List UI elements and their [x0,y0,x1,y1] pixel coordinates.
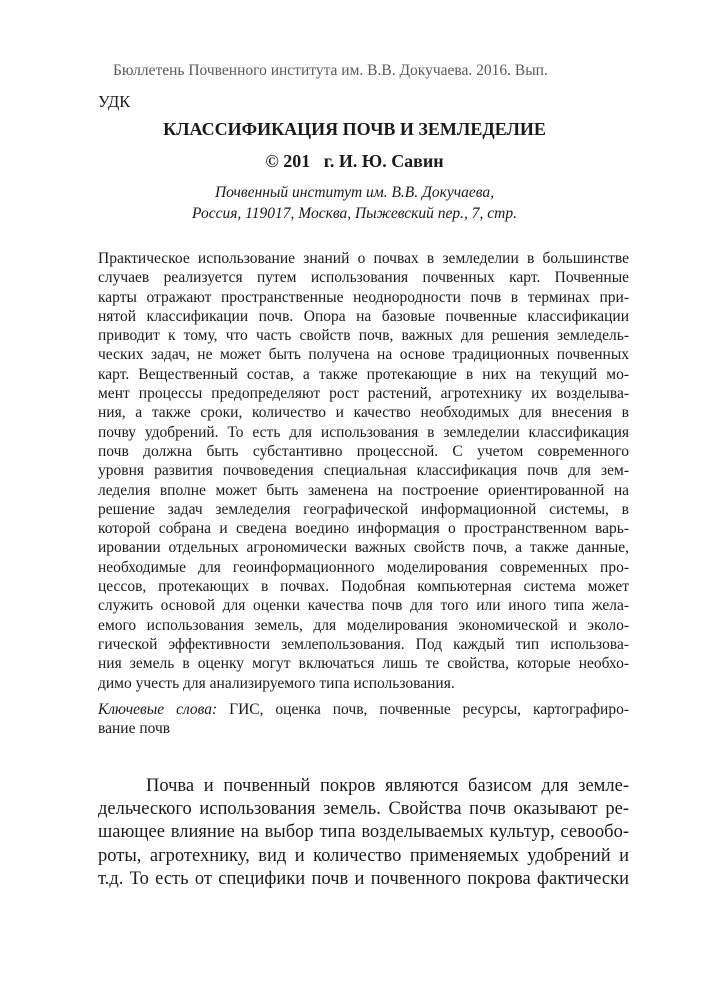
abstract-line: карт. Вещественный состав, а также протекающие в них на текущий мо- [98,365,629,383]
affiliation-line: Россия, 119017, Москва, Пыжевский пер., 7, стр. [192,205,517,222]
abstract-line: ния земель в оценку могут включаться лишь те свойства, которые необхо- [98,655,629,673]
body-line: шающее влияние на выбор типа возделываемых культур, севообо- [98,822,629,843]
abstract-line: ния, а также сроки, количество и качество необходимых для внесения в [98,404,629,422]
keywords-text: ГИС, оценка почв, почвенные ресурсы, картографиро- [217,701,629,718]
body-line: т.д. То есть от специфики почв и почвенного покрова фактически [98,868,629,889]
abstract-line: Практическое использование знаний о почвах в земледелии в большинстве [98,250,629,267]
body-line: Почва и почвенный покров являются базисом для земле- [146,776,629,796]
abstract-line: служить основой для оценки качества почв для того или иного типа жела- [98,597,629,615]
abstract-line: карты отражают пространственные неоднородности почв в терминах при- [98,288,629,306]
running-header: Бюллетень Почвенного института им. В.В. Докучаева. 2016. Вып. [113,62,548,79]
author-line: © 201 г. И. Ю. Савин [265,151,444,171]
abstract-line: леделия вполне может быть заменена на построение ориентированной на [98,481,629,499]
article-title: КЛАССИФИКАЦИЯ ПОЧВ И ЗЕМЛЕДЕЛИЕ [163,119,546,139]
body-line: роты, агротехнику, вид и количество применяемых удобрений и [98,845,629,866]
abstract-line: решение задач земледелия географической информационной системы, в [98,500,629,518]
abstract-line: цессов, протекающих в почвах. Подобная компьютерная система может [98,578,629,596]
abstract [98,249,629,693]
abstract-line: димо учесть для анализируемого типа использования. [98,674,455,692]
body-paragraph [98,775,629,891]
abstract-line: почву удобрений. То есть для использования в земледелии классификация [98,423,629,441]
udk-label: УДК [98,92,131,111]
abstract-line: случаев реализуется путем использования почвенных карт. Почвенные [98,269,629,287]
abstract-line: емого использования земель, для моделирования экономической и эколо- [98,616,629,634]
abstract-line: нятой классификации почв. Опора на базовые почвенные классификации [98,307,629,325]
keywords-line [98,700,629,719]
keywords-label: Ключевые слова: [98,701,218,718]
abstract-line: которой собрана и сведена воедино информация о пространственном варь- [98,520,629,538]
abstract-line: уровня развития почвоведения специальная классификация почв для зем- [98,462,629,480]
body-line: дельческого использования земель. Свойства почв оказывают ре- [98,799,629,820]
keywords [98,700,629,739]
abstract-line: ировании отдельных агрономически важных свойств почв, а также данные, [98,539,629,557]
abstract-line: мент процессы предопределяют рост растений, агротехнику их возделыва- [98,385,629,403]
abstract-line: гической эффективности землепользования. Под каждый тип использова- [98,635,629,653]
keywords-line: вание почв [98,720,171,738]
abstract-line: необходимые для геоинформационного моделирования современных про- [98,558,629,576]
abstract-line: почв должна быть субстантивно процессной. С учетом современного [98,442,629,460]
abstract-line: приводит к тому, что часть свойств почв, важных для решения земледель- [98,327,629,345]
abstract-line: ческих задач, не может быть получена на основе традиционных почвенных [98,346,629,364]
affiliation-line: Почвенный институт им. В.В. Докучаева, [214,184,495,201]
